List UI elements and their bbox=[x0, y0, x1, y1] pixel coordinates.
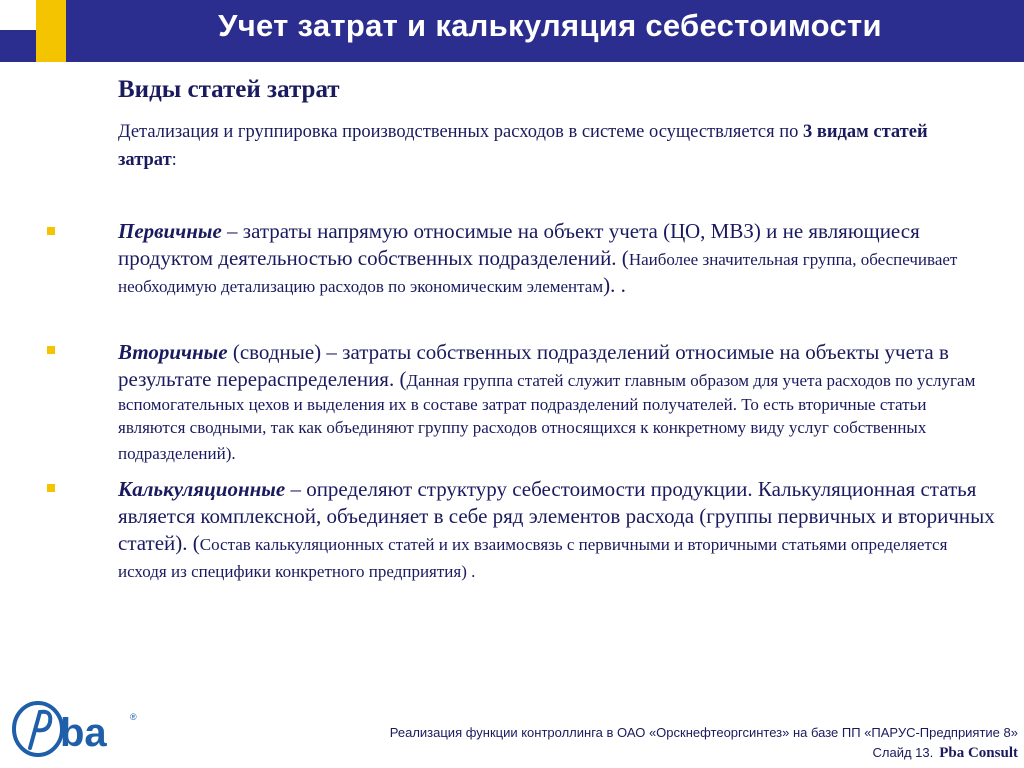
intro-end: : bbox=[171, 150, 177, 170]
item-end: ). . bbox=[603, 273, 626, 297]
term-secondary: Вторичные bbox=[118, 340, 228, 364]
list-item-costing bbox=[118, 476, 998, 584]
intro-text: Детализация и группировка производственных расходов в системе осуществляется по bbox=[118, 122, 804, 142]
section-title: Виды статей затрат bbox=[118, 76, 340, 103]
pba-logo bbox=[8, 696, 148, 758]
item-main-text: – определяют структуру себестоимости продукции. Калькуляционная статья является комплексной, объединяет в себе ряд элементов расхода (группы первичных и вторичных статей). ( bbox=[118, 477, 995, 555]
logo-text: ba bbox=[60, 711, 107, 755]
footer-brand: Pba Consult bbox=[939, 745, 1018, 761]
item-note: Состав калькуляционных статей и их взаимосвязь с первичными и вторичными статьями определяется исходя из специфики конкретного предприятия) . bbox=[118, 535, 948, 581]
title-bar bbox=[0, 0, 1024, 62]
term-primary: Первичные bbox=[118, 219, 222, 243]
list-item-secondary bbox=[118, 339, 998, 466]
intro-bold: 3 видам статей затрат bbox=[118, 122, 928, 170]
footer-caption: Реализация функции контроллинга в ОАО «Орскнефтеоргсинтез» на базе ПП «ПАРУС-Предприятие 8» bbox=[389, 725, 1018, 740]
item-note: Наиболее значительная группа, обеспечивает необходимую детализацию расходов по экономическим элементам bbox=[118, 250, 958, 296]
list-item-primary bbox=[118, 218, 998, 299]
item-note: Данная группа статей служит главным образом для учета расходов по услугам вспомогательных цехов и выделения их в составе затрат подразделений получателей. То есть вторичные статьи являются сводными, так как объединяют группу расходов относящихся к конкретному виду услуг собственных подразделений). bbox=[118, 371, 976, 463]
corner-decoration bbox=[0, 0, 40, 30]
slide-title: Учет затрат и калькуляция себестоимости bbox=[218, 8, 882, 43]
bullet-marker bbox=[47, 227, 55, 235]
item-main-text: (сводные) – затраты собственных подразделений относимые на объекты учета в результате перераспределения. ( bbox=[118, 340, 949, 391]
footer-slide-info bbox=[872, 745, 1018, 762]
intro-paragraph bbox=[118, 118, 988, 174]
bullet-marker bbox=[47, 484, 55, 492]
bullet-marker bbox=[47, 346, 55, 354]
corner-accent bbox=[36, 0, 66, 62]
logo-registered: ® bbox=[130, 712, 137, 722]
term-costing: Калькуляционные bbox=[118, 477, 286, 501]
item-main-text: – затраты напрямую относимые на объект учета (ЦО, МВЗ) и не являющиеся продуктом деятельностью собственных подразделений. ( bbox=[118, 219, 920, 270]
slide-number: Слайд 13. bbox=[872, 745, 934, 760]
